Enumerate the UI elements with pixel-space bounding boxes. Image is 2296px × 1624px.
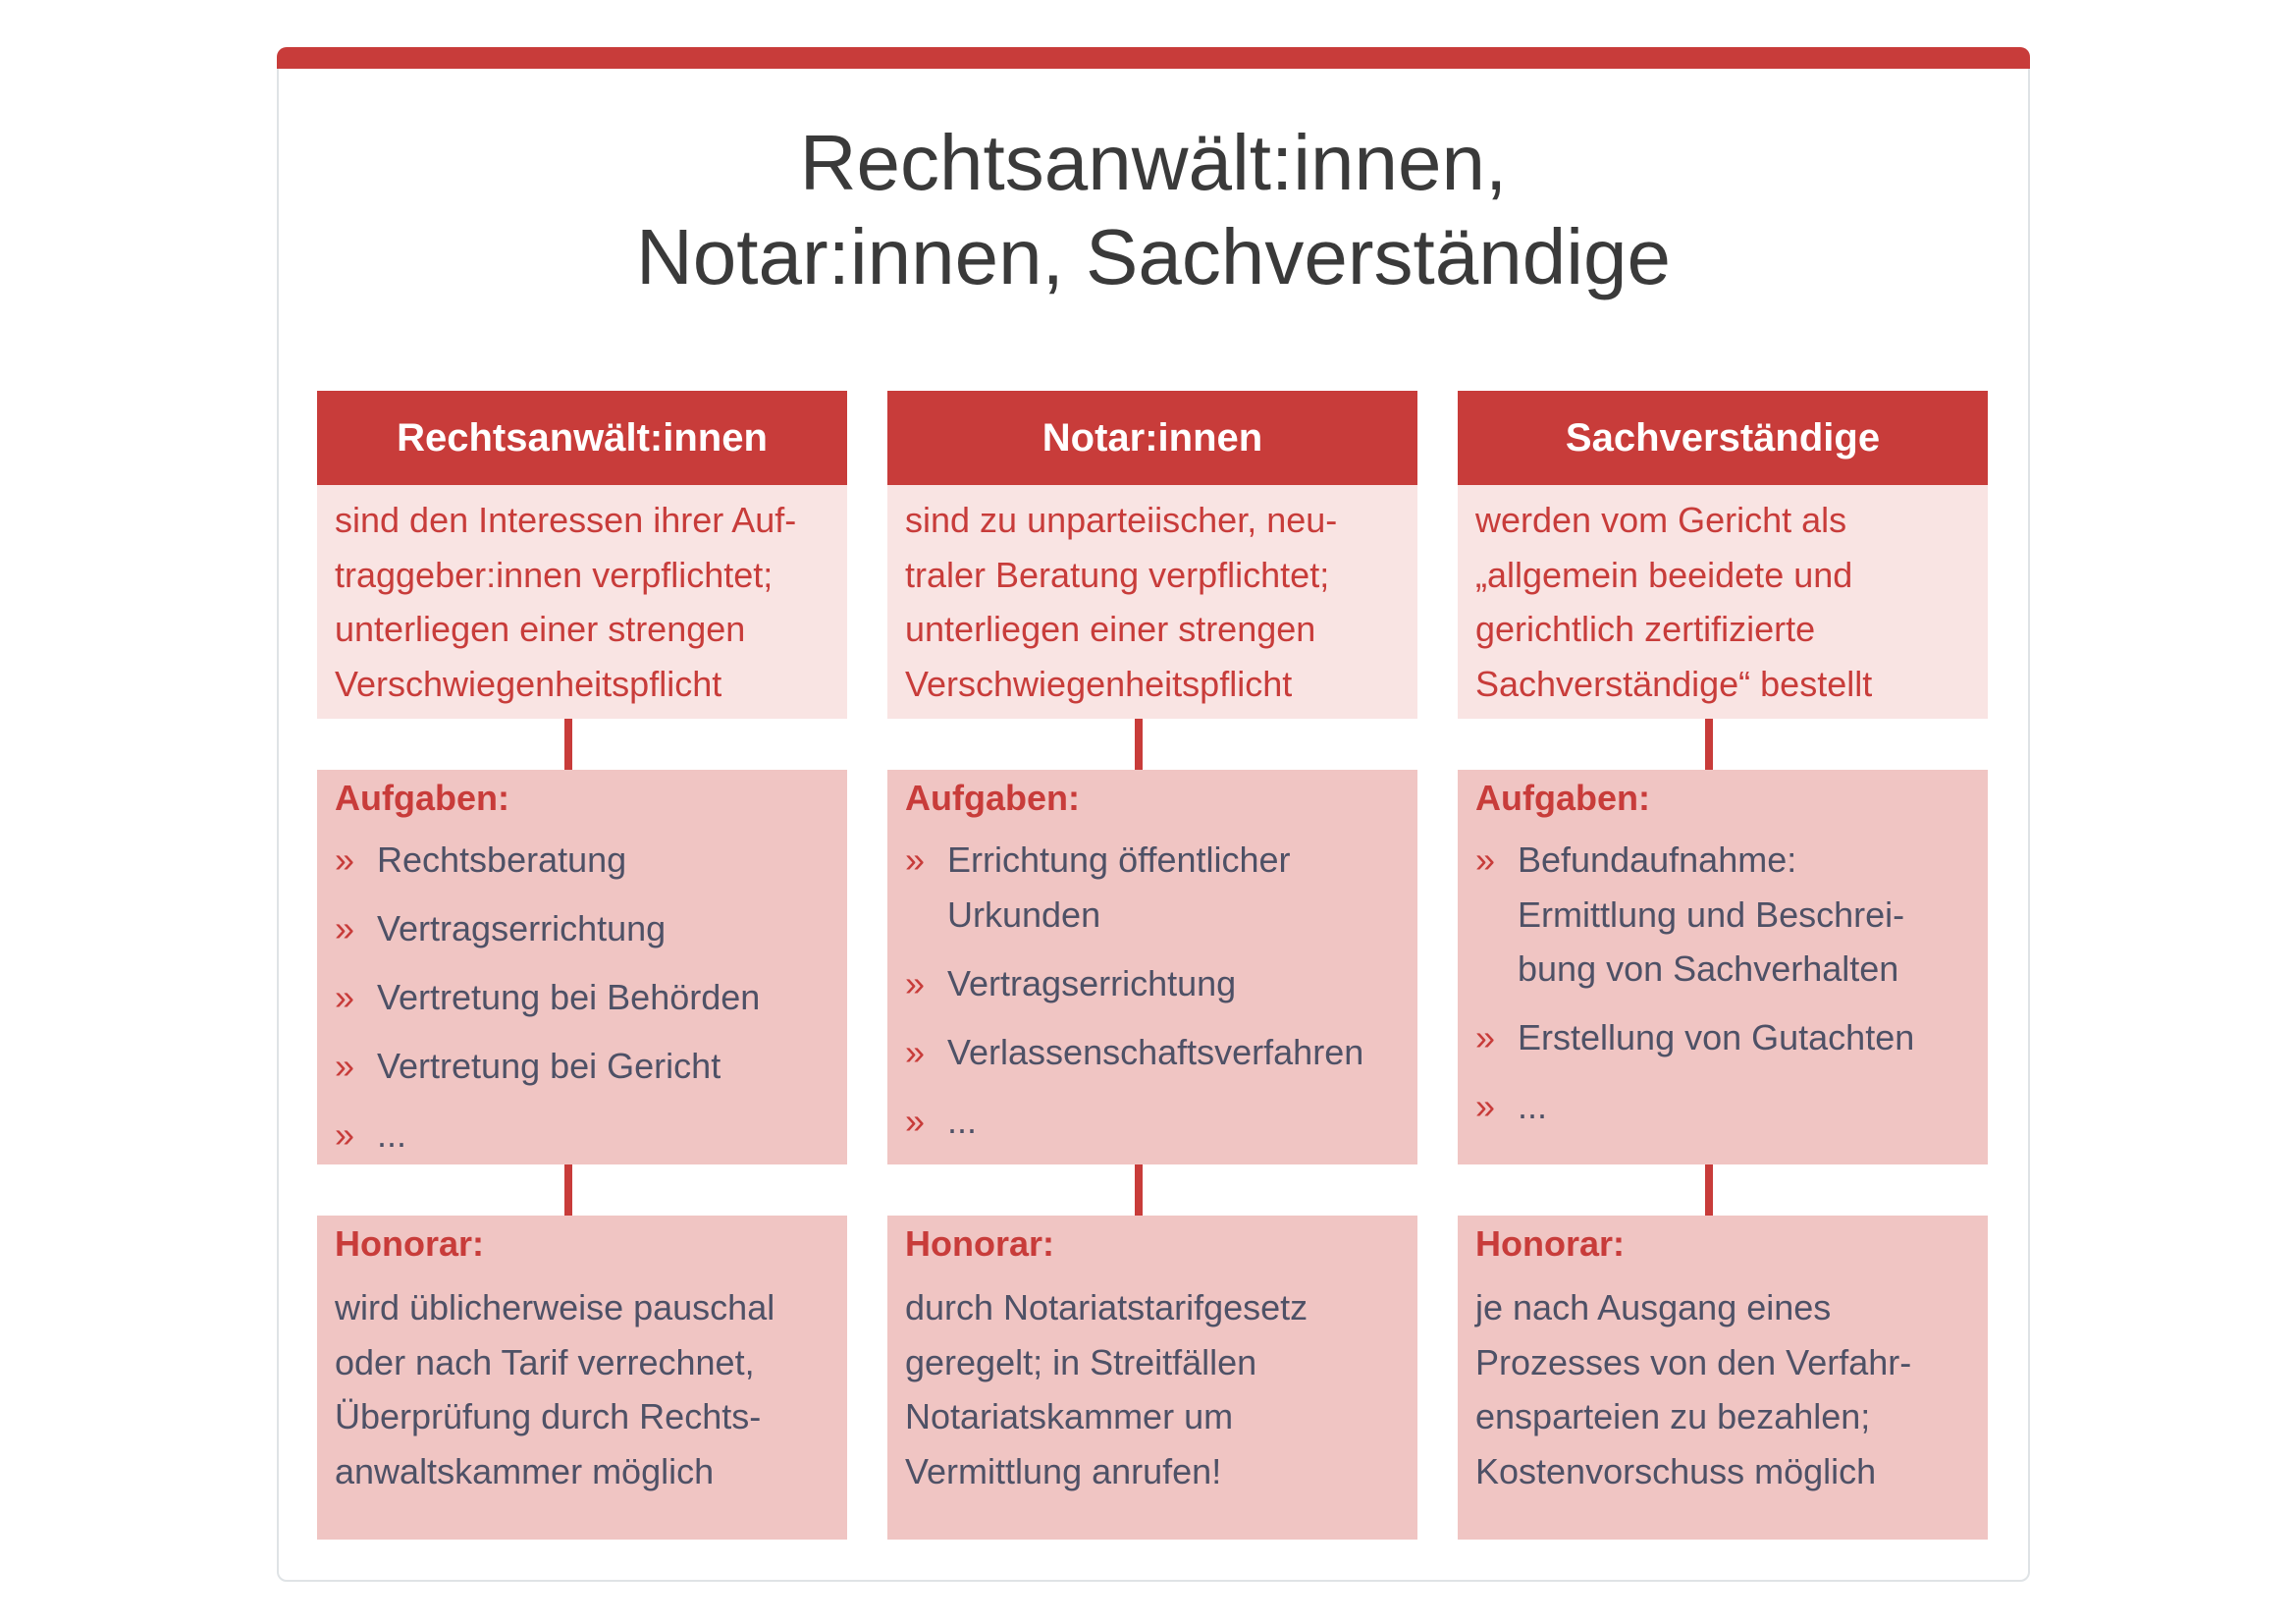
card-accent-bar — [277, 47, 2030, 69]
list-item — [905, 833, 1400, 942]
list-item-text: ... — [1518, 1086, 1548, 1126]
list-item — [335, 1039, 829, 1094]
bullet-icon: » — [905, 1031, 926, 1072]
bullet-icon: » — [335, 977, 355, 1017]
column-sachverstaendige — [1458, 391, 1988, 1540]
connector-line — [564, 719, 572, 770]
connector-line — [1705, 1164, 1713, 1216]
fee-text — [335, 1280, 829, 1498]
list-item-text: Vertragserrichtung — [947, 962, 1237, 1003]
column-header: Sachverständige — [1458, 391, 1988, 485]
text-line: wird üblicherweise pauschal — [335, 1287, 775, 1327]
bullet-icon: » — [905, 962, 926, 1003]
fee-box — [887, 1216, 1417, 1540]
column-description — [887, 485, 1417, 719]
text-line: Vermittlung anrufen! — [905, 1450, 1222, 1491]
list-item — [335, 970, 829, 1025]
list-item-text: Befundaufnahme: — [1518, 839, 1797, 880]
column-header: Rechtsanwält:innen — [317, 391, 847, 485]
list-item-text: Verlassenschaftsverfahren — [947, 1031, 1364, 1072]
bullet-icon: » — [335, 908, 355, 948]
tasks-label: Aufgaben: — [1475, 778, 1650, 818]
text-line: traler Beratung verpflichtet; — [905, 554, 1330, 595]
text-line: werden vom Gericht als — [1475, 500, 1847, 540]
fee-label: Honorar: — [905, 1223, 1054, 1264]
title-line-1: Rechtsanwält:innen, — [799, 119, 1508, 206]
list-item — [1475, 1079, 1970, 1134]
tasks-label: Aufgaben: — [335, 778, 509, 818]
fee-text — [1475, 1280, 1970, 1498]
column-description — [1458, 485, 1988, 719]
tasks-box — [317, 770, 847, 1164]
text-line: Sachverständige“ bestellt — [1475, 663, 1873, 704]
text-line: Verschwiegenheitspflicht — [905, 663, 1293, 704]
list-item-text: ... — [377, 1114, 407, 1155]
fee-label: Honorar: — [335, 1223, 484, 1264]
column-header: Notar:innen — [887, 391, 1417, 485]
fee-box — [1458, 1216, 1988, 1540]
bullet-icon: » — [1475, 1017, 1496, 1057]
list-item-text: Urkunden — [947, 893, 1101, 935]
list-item-text: Vertretung bei Gericht — [377, 1046, 721, 1086]
list-item — [1475, 1010, 1970, 1065]
title-line-2: Notar:innen, Sachverständige — [636, 213, 1671, 300]
tasks-label: Aufgaben: — [905, 778, 1080, 818]
text-line: oder nach Tarif verrechnet, — [335, 1341, 755, 1382]
list-item — [905, 1025, 1400, 1080]
connector-line — [1705, 719, 1713, 770]
text-line: gerichtlich zertifizierte — [1475, 609, 1816, 649]
bullet-icon: » — [335, 1046, 355, 1086]
list-item — [335, 901, 829, 956]
list-item-text: Vertragserrichtung — [377, 908, 667, 948]
bullet-icon: » — [335, 839, 355, 880]
connector-line — [1135, 719, 1143, 770]
fee-label: Honorar: — [1475, 1223, 1625, 1264]
text-line: Kostenvorschuss möglich — [1475, 1450, 1877, 1491]
text-line: traggeber:innen verpflichtet; — [335, 554, 774, 595]
bullet-icon: » — [905, 1100, 926, 1141]
text-line: „allgemein beeidete und — [1475, 554, 1853, 595]
text-line: sind den Interessen ihrer Auf- — [335, 500, 797, 540]
list-item — [1475, 833, 1970, 997]
connector-line — [564, 1164, 572, 1216]
text-line: Verschwiegenheitspflicht — [335, 663, 722, 704]
text-line: Überprüfung durch Rechts- — [335, 1396, 762, 1436]
text-line: durch Notariatstarifgesetz — [905, 1287, 1308, 1327]
text-line: je nach Ausgang eines — [1475, 1287, 1832, 1327]
list-item-text: Vertretung bei Behörden — [377, 977, 761, 1017]
connector-line — [1135, 1164, 1143, 1216]
text-line: ensparteien zu bezahlen; — [1475, 1396, 1871, 1436]
list-item — [335, 833, 829, 888]
list-item-text: bung von Sachverhalten — [1518, 948, 1899, 989]
list-item-text: Errichtung öffentlicher — [947, 839, 1291, 880]
text-line: anwaltskammer möglich — [335, 1450, 715, 1491]
text-line: Notariatskammer um — [905, 1396, 1234, 1436]
tasks-list — [1475, 833, 1970, 1134]
diagram-title — [277, 116, 2030, 304]
fee-box — [317, 1216, 847, 1540]
list-item-text: Rechtsberatung — [377, 839, 627, 880]
list-item-text: Ermittlung und Beschrei- — [1518, 893, 1905, 935]
list-item — [905, 956, 1400, 1011]
bullet-icon: » — [1475, 839, 1496, 880]
bullet-icon: » — [1475, 1086, 1496, 1126]
text-line: Prozesses von den Verfahr- — [1475, 1341, 1912, 1382]
fee-text — [905, 1280, 1400, 1498]
list-item — [905, 1094, 1400, 1149]
column-rechtsanwaelte — [317, 391, 847, 1540]
text-line: unterliegen einer strengen — [335, 609, 746, 649]
list-item-text: Erstellung von Gutachten — [1518, 1017, 1915, 1057]
text-line: geregelt; in Streitfällen — [905, 1341, 1257, 1382]
bullet-icon: » — [335, 1114, 355, 1155]
bullet-icon: » — [905, 839, 926, 880]
tasks-list — [905, 833, 1400, 1148]
tasks-list — [335, 833, 829, 1163]
tasks-box — [1458, 770, 1988, 1164]
list-item-text: ... — [947, 1100, 978, 1141]
text-line: unterliegen einer strengen — [905, 609, 1316, 649]
text-line: sind zu unparteiischer, neu- — [905, 500, 1338, 540]
column-description — [317, 485, 847, 719]
tasks-box — [887, 770, 1417, 1164]
list-item — [335, 1108, 829, 1163]
column-notare — [887, 391, 1417, 1540]
